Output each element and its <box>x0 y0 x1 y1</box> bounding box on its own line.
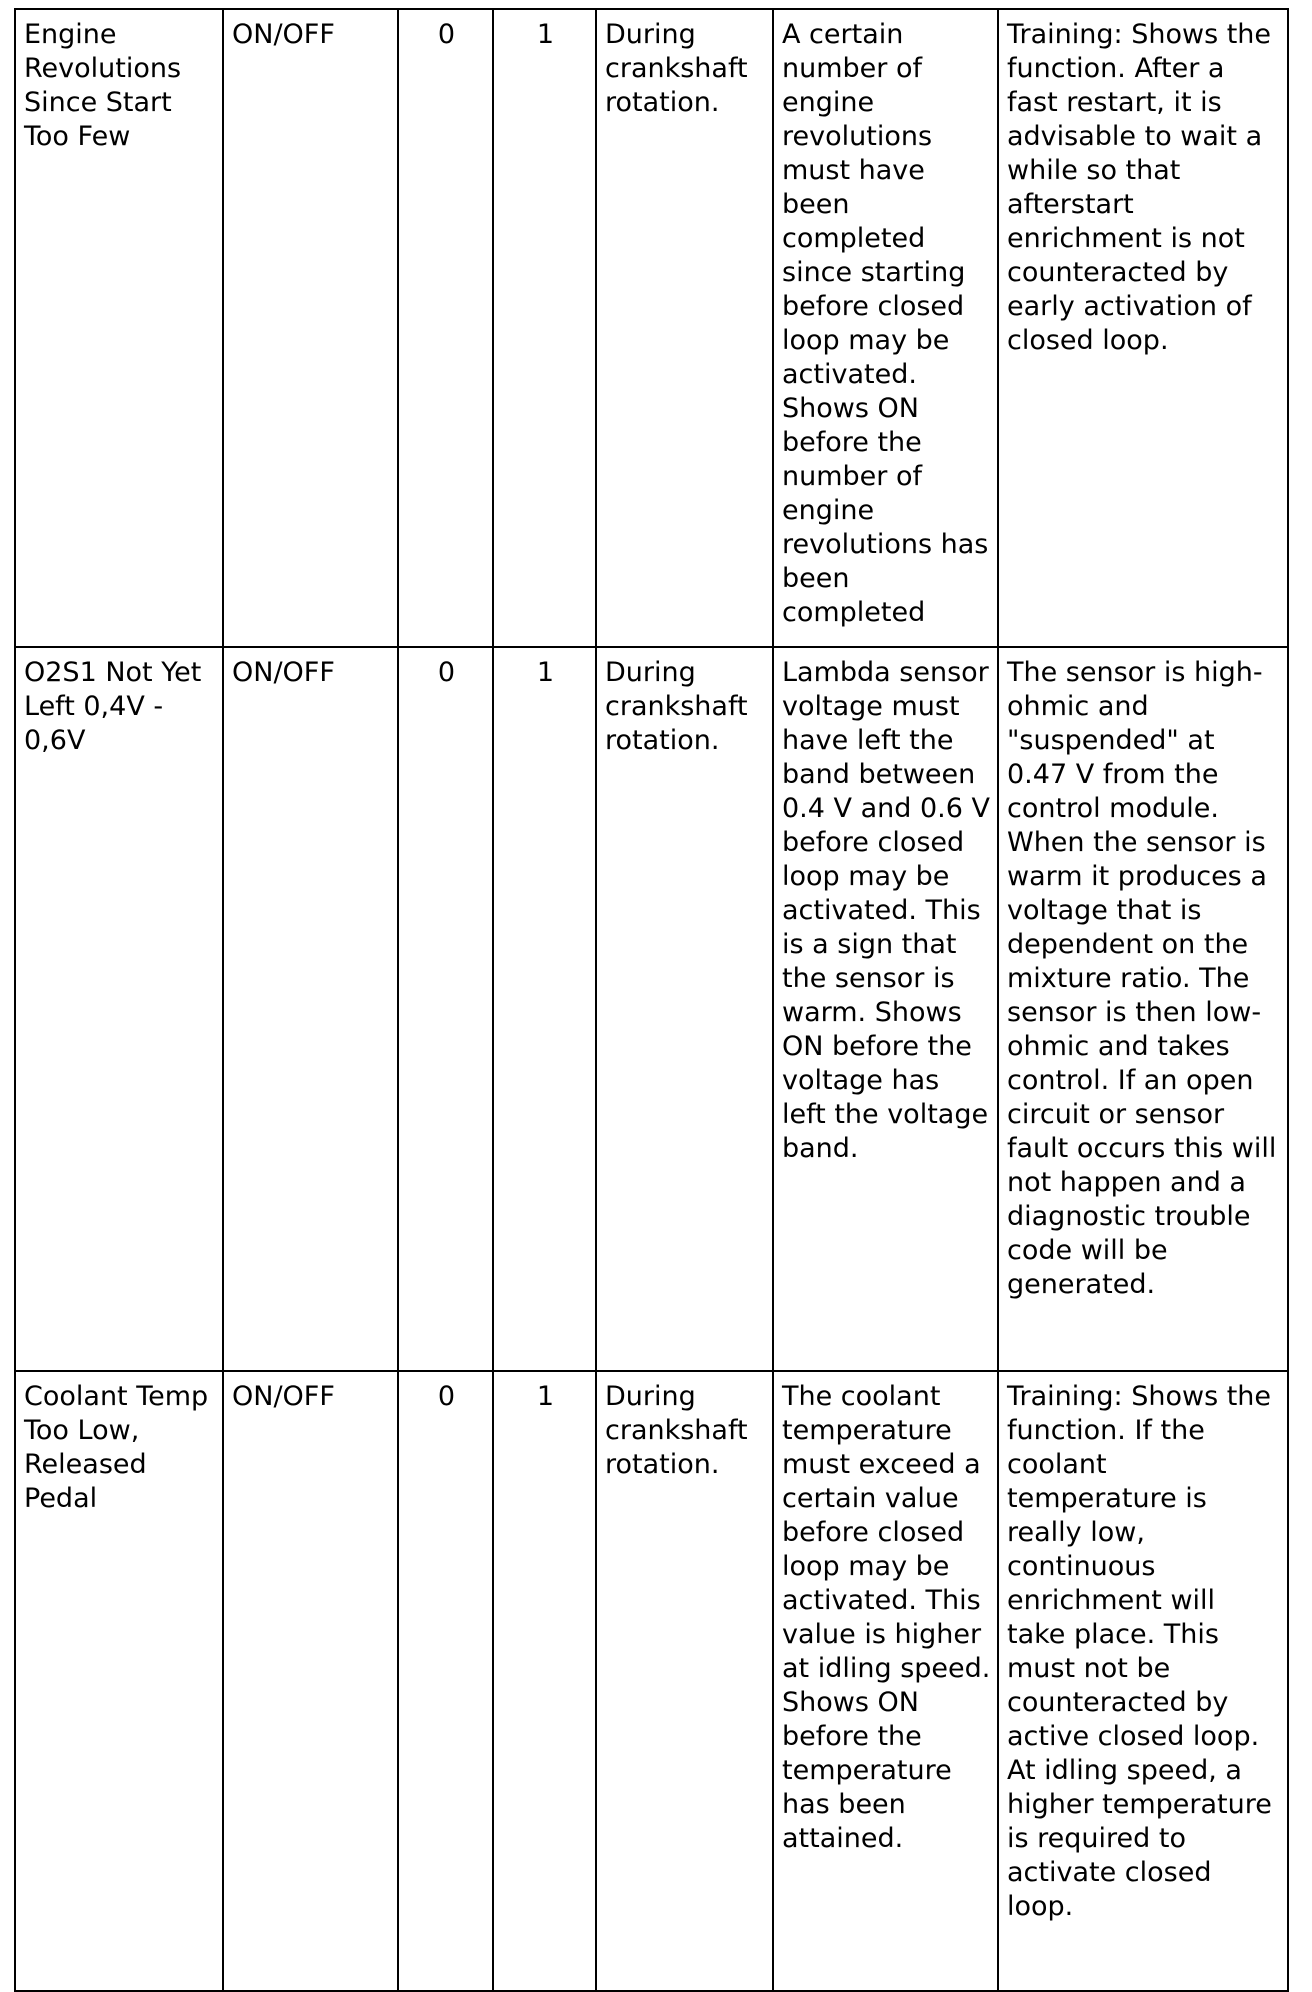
description-cell: The coolant temperature must exceed a certain value before closed loop may be activated. This value is higher at idling speed. Shows ON before the temperature has been attained. <box>773 1371 998 1991</box>
table-row <box>15 9 1288 647</box>
condition-cell: During crankshaft rotation. <box>596 1371 773 1991</box>
table-row <box>15 1371 1288 1991</box>
condition-cell: During crankshaft rotation. <box>596 647 773 1371</box>
min-value-cell: 0 <box>398 647 493 1371</box>
unit-cell: ON/OFF <box>223 9 398 647</box>
parameter-name-cell: Coolant Temp Too Low, Released Pedal <box>15 1371 223 1991</box>
max-value-cell: 1 <box>493 647 596 1371</box>
description-cell: A certain number of engine revolutions must have been completed since starting before closed loop may be activated. Shows ON before the number of engine revolutions has been completed <box>773 9 998 647</box>
condition-cell: During crankshaft rotation. <box>596 9 773 647</box>
note-cell: Training: Shows the function. If the coolant temperature is really low, continuous enrichment will take place. This must not be counteracted by active closed loop. At idling speed, a higher temperature is required to activate closed loop. <box>998 1371 1288 1991</box>
unit-cell: ON/OFF <box>223 647 398 1371</box>
note-cell: The sensor is high-ohmic and "suspended" at 0.47 V from the control module. When the sensor is warm it produces a voltage that is dependent on the mixture ratio. The sensor is then low-ohmic and takes control. If an open circuit or sensor fault occurs this will not happen and a diagnostic trouble code will be generated. <box>998 647 1288 1371</box>
note-cell: Training: Shows the function. After a fast restart, it is advisable to wait a while so that afterstart enrichment is not counteracted by early activation of closed loop. <box>998 9 1288 647</box>
description-cell: Lambda sensor voltage must have left the band between 0.4 V and 0.6 V before closed loop may be activated. This is a sign that the sensor is warm. Shows ON before the voltage has left the voltage band. <box>773 647 998 1371</box>
parameter-table <box>14 8 1289 1992</box>
min-value-cell: 0 <box>398 1371 493 1991</box>
parameter-name-cell: O2S1 Not Yet Left 0,4V - 0,6V <box>15 647 223 1371</box>
unit-cell: ON/OFF <box>223 1371 398 1991</box>
table-row <box>15 647 1288 1371</box>
parameter-name-cell: Engine Revolutions Since Start Too Few <box>15 9 223 647</box>
max-value-cell: 1 <box>493 9 596 647</box>
min-value-cell: 0 <box>398 9 493 647</box>
max-value-cell: 1 <box>493 1371 596 1991</box>
